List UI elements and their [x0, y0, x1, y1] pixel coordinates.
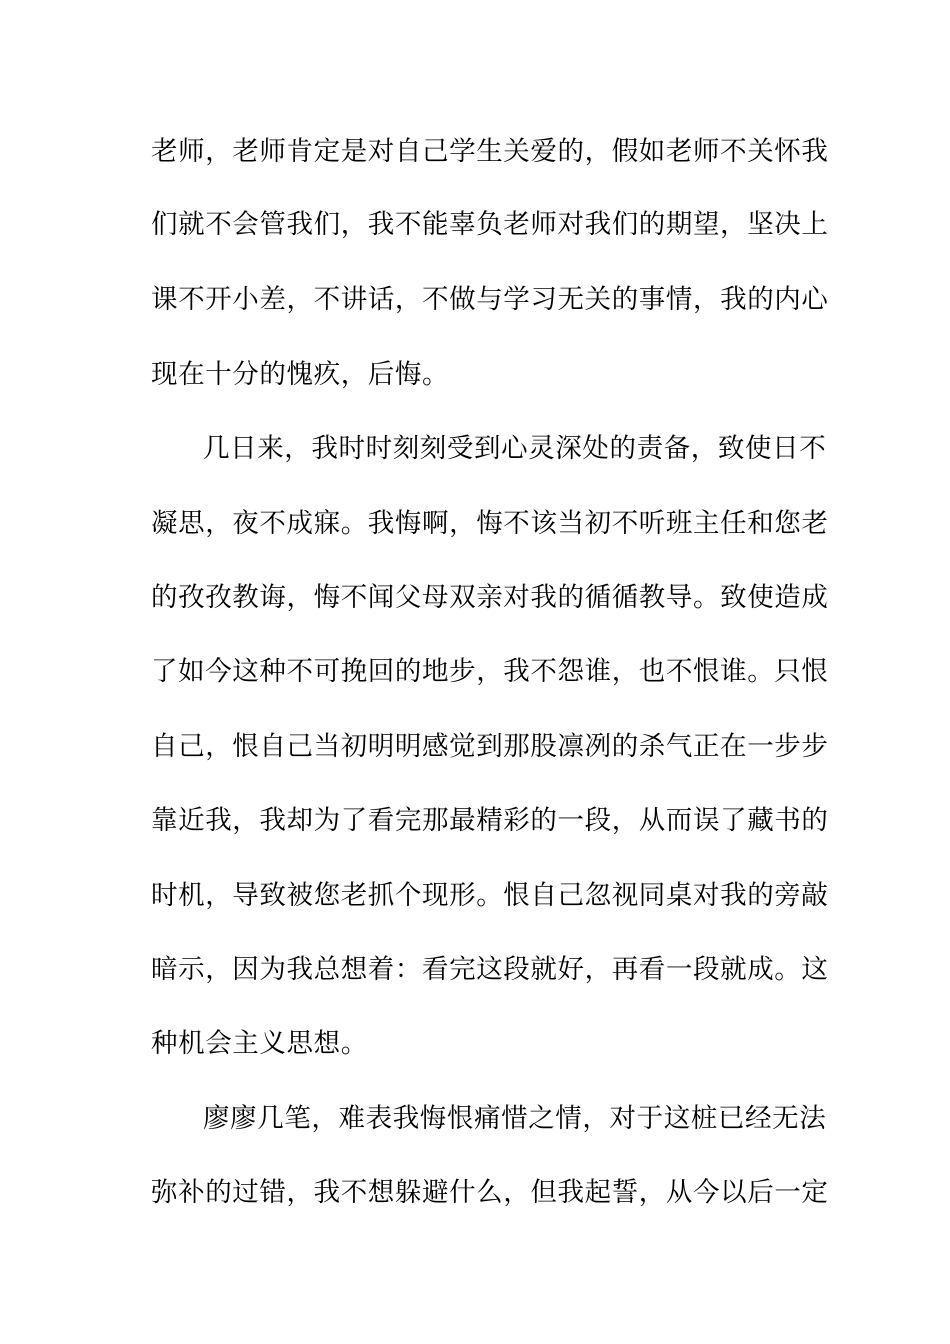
- text-line: 凝思，夜不成寐。我悔啊，悔不该当初不听班主任和您老: [151, 508, 829, 539]
- text-line: 种机会主义思想。: [151, 1028, 368, 1059]
- text-line: 靠近我，我却为了看完那最精彩的一段，从而误了藏书的: [151, 805, 829, 836]
- text-line: 的孜孜教诲，悔不闻父母双亲对我的循循教导。致使造成: [151, 582, 829, 613]
- text-line: 廖廖几笔，难表我悔恨痛惜之情，对于这桩已经无法: [203, 1103, 827, 1134]
- text-line: 现在十分的愧疚，后悔。: [151, 359, 450, 390]
- text-line: 几日来，我时时刻刻受到心灵深处的责备，致使日不: [203, 433, 827, 464]
- text-line: 弥补的过错，我不想躲避什么，但我起誓，从今以后一定: [151, 1177, 829, 1208]
- text-line: 老师，老师肯定是对自己学生关爱的，假如老师不关怀我: [151, 136, 829, 167]
- text-line: 课不开小差，不讲话，不做与学习无关的事情，我的内心: [151, 284, 829, 315]
- text-line: 了如今这种不可挽回的地步，我不怨谁，也不恨谁。只恨: [151, 656, 829, 687]
- text-line: 时机，导致被您老抓个现形。恨自己忽视同桌对我的旁敲: [151, 880, 829, 911]
- text-line: 暗示，因为我总想着：看完这段就好，再看一段就成。这: [151, 954, 829, 985]
- text-line: 自己，恨自己当初明明感觉到那股凛冽的杀气正在一步步: [151, 731, 829, 762]
- text-line: 们就不会管我们，我不能辜负老师对我们的期望，坚决上: [151, 209, 829, 240]
